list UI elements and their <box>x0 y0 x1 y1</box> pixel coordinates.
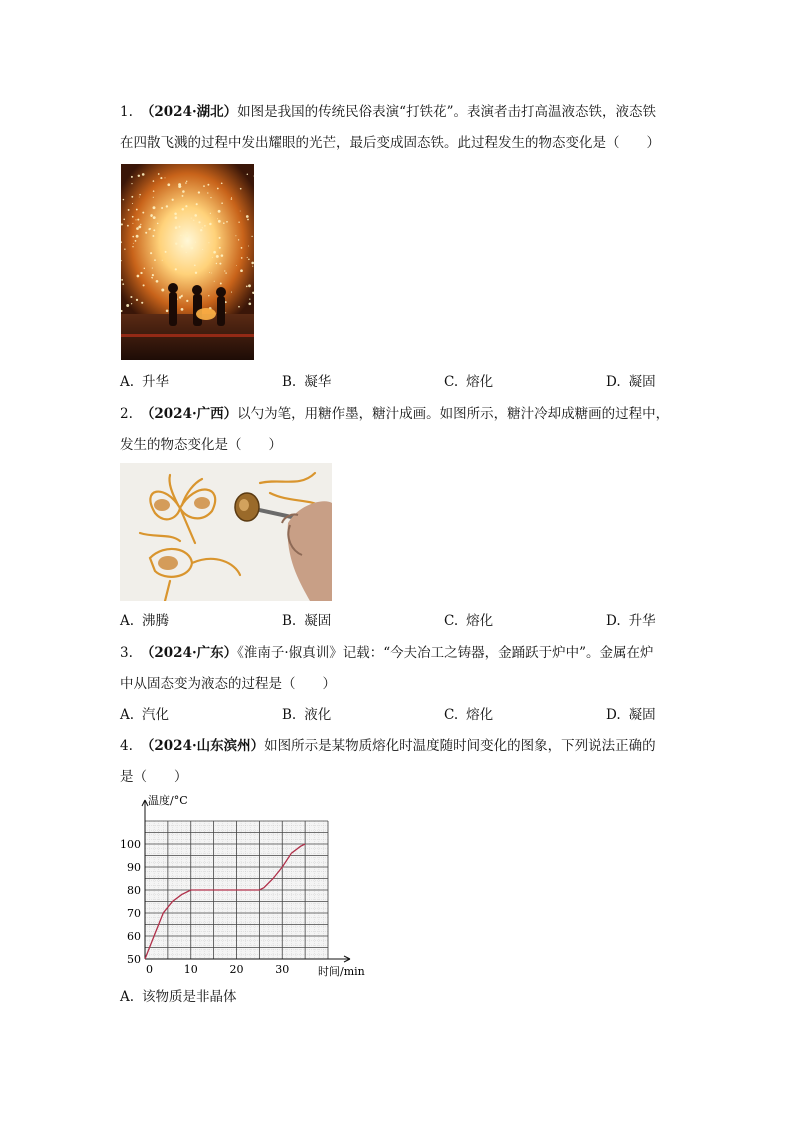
x-axis-label: 时间/min <box>318 965 365 978</box>
y-axis-label: 温度/°C <box>148 794 188 807</box>
q3-stem-part1: 《淮南子·俶真训》记载：“今夫冶工之铸器，金踊跃于炉中”。金属在炉 <box>237 645 654 661</box>
q4-line2: 是（ ） <box>120 769 188 785</box>
iron-flower-photo <box>121 164 254 360</box>
q4-stem-part1: 如图所示是某物质熔化时温度随时间变化的图象，下列说法正确的 <box>264 738 656 754</box>
y-tick-label: 90 <box>127 861 141 874</box>
y-tick-label: 50 <box>127 953 141 966</box>
y-tick-label: 70 <box>127 907 141 920</box>
y-tick-label: 60 <box>127 930 141 943</box>
q3-option-d[interactable]: D. 凝固 <box>606 707 656 723</box>
q1-option-d[interactable]: D. 凝固 <box>606 374 656 390</box>
q2-line1 <box>120 404 669 424</box>
q4-option-a[interactable]: A. 该物质是非晶体 <box>120 989 237 1005</box>
x-tick-label: 30 <box>275 963 290 976</box>
q1-source: （2024·湖北） <box>140 104 238 120</box>
q3-line1 <box>120 643 654 663</box>
temperature-time-chart <box>110 792 380 982</box>
q1-line1 <box>120 102 656 122</box>
q1-option-b[interactable]: B. 凝华 <box>282 374 332 390</box>
q3-line2: 中从固态变为液态的过程是（ ） <box>120 676 336 692</box>
q1-option-c[interactable]: C. 熔化 <box>444 374 494 390</box>
sugar-painting-photo <box>120 463 332 601</box>
q2-stem-part1: 以勺为笔，用糖作墨，糖汁成画。如图所示，糖汁冷却成糖画的过程中， <box>237 406 670 422</box>
x-tick-label: 10 <box>183 963 198 976</box>
q4-source: （2024·山东滨州） <box>140 738 265 754</box>
q2-option-a[interactable]: A. 沸腾 <box>120 613 170 629</box>
q1-line2: 在四散飞溅的过程中发出耀眼的光芒，最后变成固态铁。此过程发生的物态变化是（ ） <box>120 135 660 151</box>
q3-option-b[interactable]: B. 液化 <box>282 707 332 723</box>
q3-source: （2024·广东） <box>140 645 238 661</box>
q4-number: 4. <box>120 738 133 754</box>
q2-option-c[interactable]: C. 熔化 <box>444 613 494 629</box>
q2-line2: 发生的物态变化是（ ） <box>120 437 282 453</box>
y-tick-label: 80 <box>127 884 141 897</box>
q2-source: （2024·广西） <box>140 406 238 422</box>
q1-stem-part1: 如图是我国的传统民俗表演“打铁花”。表演者击打高温液态铁，液态铁 <box>237 104 656 120</box>
q4-line1 <box>120 736 656 756</box>
q3-number: 3. <box>120 645 133 661</box>
x-tick-label: 20 <box>229 963 244 976</box>
y-tick-label: 100 <box>120 838 141 851</box>
q2-option-d[interactable]: D. 升华 <box>606 613 656 629</box>
q3-option-c[interactable]: C. 熔化 <box>444 707 494 723</box>
q1-number: 1. <box>120 104 133 120</box>
q2-number: 2. <box>120 406 133 422</box>
x-tick-label: 0 <box>146 963 153 976</box>
q2-option-b[interactable]: B. 凝固 <box>282 613 332 629</box>
q1-option-a[interactable]: A. 升华 <box>120 374 170 390</box>
q3-option-a[interactable]: A. 汽化 <box>120 707 170 723</box>
